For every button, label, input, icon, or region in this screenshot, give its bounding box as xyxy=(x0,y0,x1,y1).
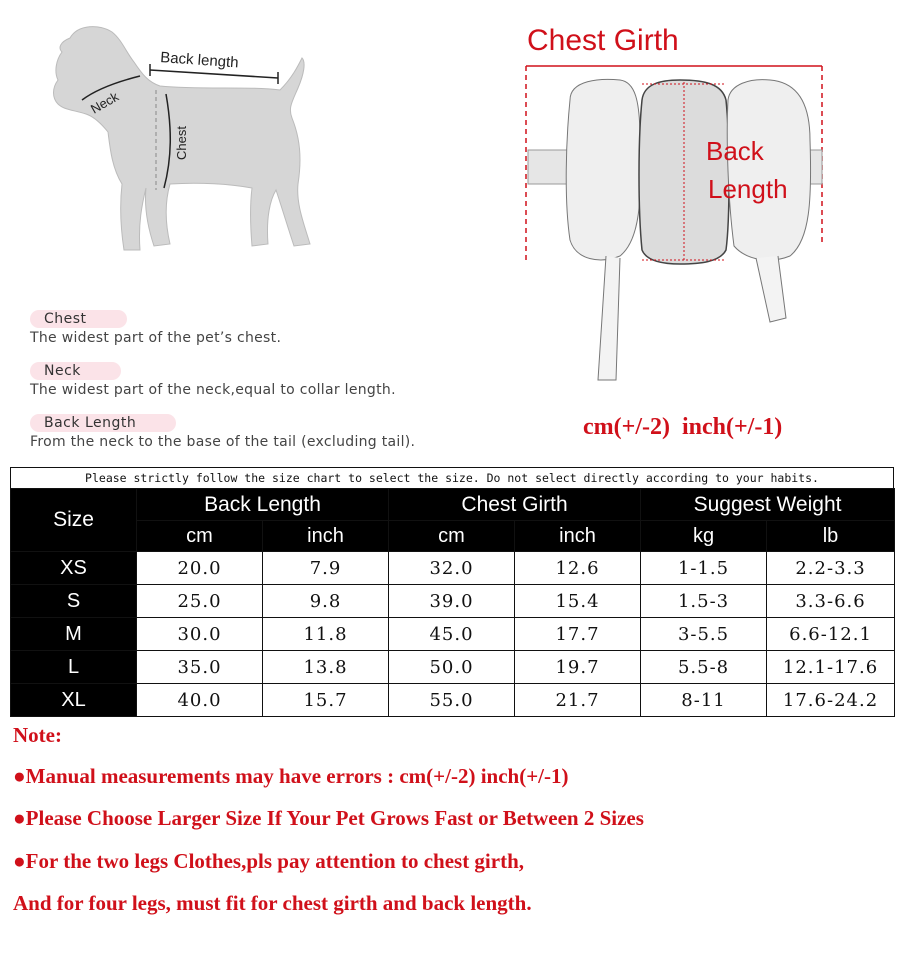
unit-header: cm xyxy=(137,521,263,552)
table-row xyxy=(11,585,895,618)
unit-header: kg xyxy=(641,521,767,552)
table-unit-row xyxy=(11,521,895,552)
size-cell: XS xyxy=(11,552,137,585)
table-cell: 32.0 xyxy=(389,552,515,585)
definition-description: From the neck to the base of the tail (excluding tail). xyxy=(30,434,416,450)
note-line: And for four legs, must fit for chest girth and back length. xyxy=(13,891,532,915)
note-line: ●For the two legs Clothes,pls pay attention to chest girth, xyxy=(13,849,525,873)
table-cell: 5.5-8 xyxy=(641,651,767,684)
size-table xyxy=(10,488,895,717)
chest-girth-title: Chest Girth xyxy=(527,24,679,57)
size-cell: S xyxy=(11,585,137,618)
table-row xyxy=(11,651,895,684)
table-cell: 17.7 xyxy=(515,618,641,651)
table-cell: 40.0 xyxy=(137,684,263,717)
table-cell: 19.7 xyxy=(515,651,641,684)
definition-description: The widest part of the pet’s chest. xyxy=(30,330,282,346)
size-cell: L xyxy=(11,651,137,684)
table-cell: 20.0 xyxy=(137,552,263,585)
size-header: Size xyxy=(11,489,137,552)
chest-label: Chest xyxy=(174,126,189,160)
table-cell: 30.0 xyxy=(137,618,263,651)
table-cell: 12.6 xyxy=(515,552,641,585)
table-cell: 1.5-3 xyxy=(641,585,767,618)
definition-neck xyxy=(30,360,396,398)
table-cell: 2.2-3.3 xyxy=(767,552,895,585)
note-heading: Note: xyxy=(13,723,62,747)
garment-measurement-diagram xyxy=(520,60,830,400)
definition-back-length xyxy=(30,412,415,450)
definition-term: Chest xyxy=(30,310,127,328)
size-chart xyxy=(10,467,894,717)
table-cell: 13.8 xyxy=(263,651,389,684)
table-cell: 45.0 xyxy=(389,618,515,651)
unit-header: inch xyxy=(263,521,389,552)
unit-header: cm xyxy=(389,521,515,552)
definition-term: Back Length xyxy=(30,414,176,432)
table-cell: 15.4 xyxy=(515,585,641,618)
table-cell: 17.6-24.2 xyxy=(767,684,895,717)
garment-right-panel xyxy=(727,80,810,260)
table-cell: 8-11 xyxy=(641,684,767,717)
group-header: Chest Girth xyxy=(389,489,641,521)
table-cell: 55.0 xyxy=(389,684,515,717)
table-cell: 35.0 xyxy=(137,651,263,684)
table-cell: 12.1-17.6 xyxy=(767,651,895,684)
back-length-label: Back length xyxy=(159,49,240,72)
table-row xyxy=(11,684,895,717)
table-cell: 1-1.5 xyxy=(641,552,767,585)
definition-term: Neck xyxy=(30,362,121,380)
note-line: ●Please Choose Larger Size If Your Pet Grows Fast or Between 2 Sizes xyxy=(13,806,644,830)
size-chart-caption: Please strictly follow the size chart to select the size. Do not select directly according to your habits. xyxy=(10,467,894,488)
back-length-indicator xyxy=(150,49,278,84)
neck-label: Neck xyxy=(88,88,122,117)
table-cell: 7.9 xyxy=(263,552,389,585)
table-header-row xyxy=(11,489,895,521)
garment-left-panel xyxy=(566,79,640,259)
back-label: Back xyxy=(706,136,764,166)
unit-header: inch xyxy=(515,521,641,552)
measurement-tolerance: cm(+/-2) inch(+/-1) xyxy=(583,414,783,440)
definition-chest xyxy=(30,308,281,346)
table-cell: 25.0 xyxy=(137,585,263,618)
table-cell: 15.7 xyxy=(263,684,389,717)
table-cell: 21.7 xyxy=(515,684,641,717)
dog-measurement-diagram xyxy=(30,18,330,268)
table-row xyxy=(11,552,895,585)
size-cell: M xyxy=(11,618,137,651)
table-cell: 3-5.5 xyxy=(641,618,767,651)
group-header: Back Length xyxy=(137,489,389,521)
table-cell: 11.8 xyxy=(263,618,389,651)
table-cell: 39.0 xyxy=(389,585,515,618)
table-cell: 6.6-12.1 xyxy=(767,618,895,651)
length-label: Length xyxy=(708,174,788,204)
table-cell: 9.8 xyxy=(263,585,389,618)
table-row xyxy=(11,618,895,651)
table-cell: 50.0 xyxy=(389,651,515,684)
size-cell: XL xyxy=(11,684,137,717)
unit-header: lb xyxy=(767,521,895,552)
note-line: ●Manual measurements may have errors : cm(+/-2) inch(+/-1) xyxy=(13,764,569,788)
definition-description: The widest part of the neck,equal to collar length. xyxy=(30,382,396,398)
group-header: Suggest Weight xyxy=(641,489,895,521)
table-cell: 3.3-6.6 xyxy=(767,585,895,618)
